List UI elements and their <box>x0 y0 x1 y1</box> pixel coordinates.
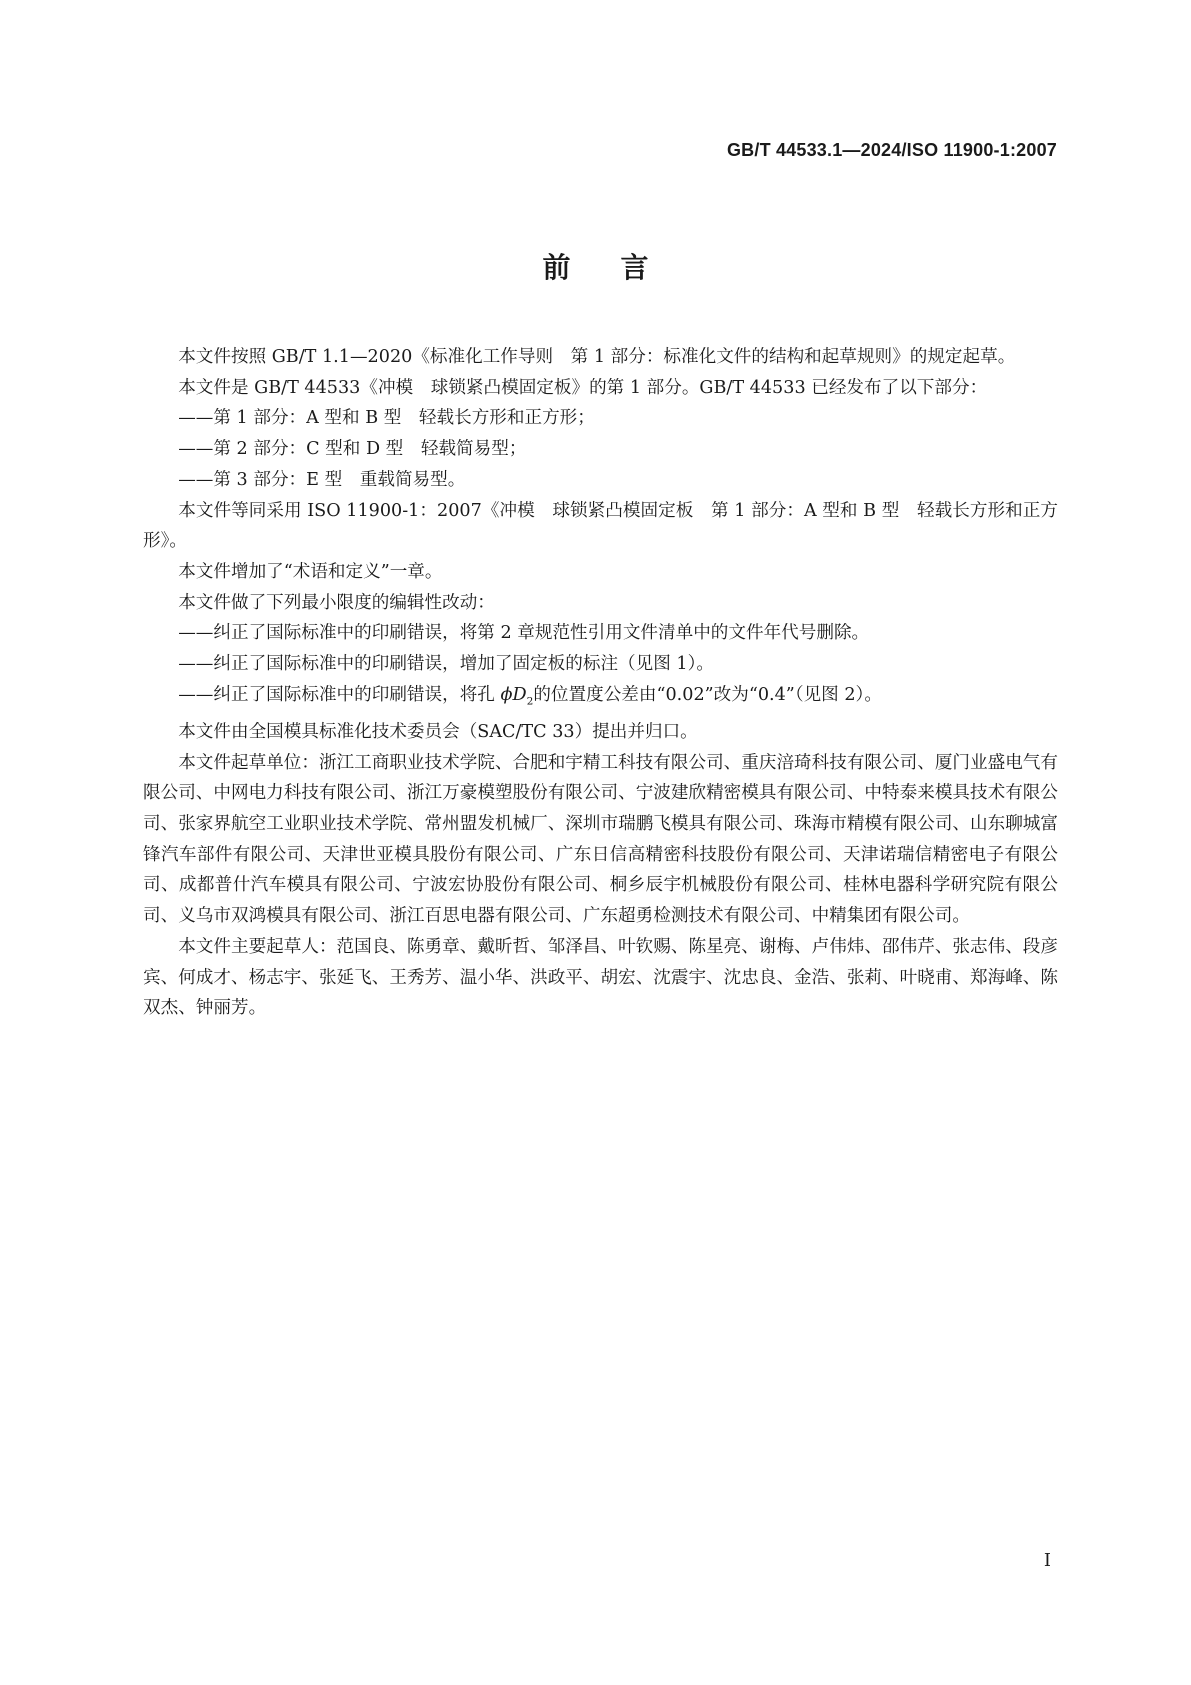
list-item-part-1: ——第 1 部分：A 型和 B 型 轻载长方形和正方形； <box>178 408 595 429</box>
list-item-change-3 <box>143 680 1058 717</box>
change-3-after: 的位置度公差由“0.02”改为“0.4”（见图 2）。 <box>533 684 882 705</box>
paragraph-drafting-basis: 本文件按照 GB/T 1.1—2020《标准化工作导则 第 1 部分：标准化文件的结构和起草规则》的规定起草。 <box>178 347 1016 367</box>
standard-code: GB/T 44533.1—2024/ISO 11900-1:2007 <box>726 140 1057 160</box>
list-item-change-1: ——纠正了国际标准中的印刷错误，将第 2 章规范性引用文件清单中的文件年代号删除。 <box>178 623 870 644</box>
page-title: 前言 <box>542 251 699 284</box>
list-item-part-2: ——第 2 部分：C 型和 D 型 轻载简易型； <box>178 439 527 460</box>
page-number: I <box>1043 1550 1051 1571</box>
paragraph-identical-adoption: 本文件等同采用 ISO 11900-1：2007《冲模 球锁紧凸模固定板 第 1 部分：A 型和 B 型 轻载长方形和正方形》。 <box>143 500 1058 552</box>
paragraph-proposed-by: 本文件由全国模具标准化技术委员会（SAC/TC 33）提出并归口。 <box>178 721 698 742</box>
phi-d-symbol: ϕD <box>500 684 527 705</box>
paragraph-drafting-units: 本文件起草单位：浙江工商职业技术学院、合肥和宇精工科技有限公司、重庆涪琦科技有限公司、厦门业盛电气有限公司、中网电力科技有限公司、浙江万豪模塑股份有限公司、宁波建欣精密模具有限公司、中特泰来模具技术有限公司、张家界航空工业职业技术学院、常州盟发机械厂、深圳市瑞鹏飞模具有限公司、珠海市精模有限公司、山东聊城富锋汽车部件有限公司、天津世亚模具股份有限公司、广东日信高精密科技股份有限公司、天津诺瑞信精密电子有限公司、成都普什汽车模具有限公司、宁波宏协股份有限公司、桐乡辰宇机械股份有限公司、桂林电器科学研究院有限公司、义乌市双鸿模具有限公司、浙江百思电器有限公司、广东超勇检测技术有限公司、中精集团有限公司。 <box>143 752 1058 927</box>
list-item-part-3: ——第 3 部分：E 型 重载简易型。 <box>178 469 466 490</box>
foreword-body <box>143 342 1058 1024</box>
change-3-before: ——纠正了国际标准中的印刷错误，将孔 <box>178 684 501 705</box>
phi-d-subscript: 2 <box>526 695 534 708</box>
paragraph-added-chapter: 本文件增加了“术语和定义”一章。 <box>178 561 443 582</box>
paragraph-editorial-changes: 本文件做了下列最小限度的编辑性改动： <box>178 592 495 613</box>
list-item-change-2: ——纠正了国际标准中的印刷错误，增加了固定板的标注（见图 1）。 <box>178 654 714 675</box>
paragraph-main-drafters: 本文件主要起草人：范国良、陈勇章、戴昕哲、邹泽昌、叶钦赐、陈星亮、谢梅、卢伟炜、邵伟芹、张志伟、段彦宾、何成才、杨志宇、张延飞、王秀芳、温小华、洪政平、胡宏、沈震宇、沈忠良、金浩、张莉、叶晓甫、郑海峰、陈双杰、钟丽芳。 <box>143 936 1058 1019</box>
paragraph-part-of-series: 本文件是 GB/T 44533《冲模 球锁紧凸模固定板》的第 1 部分。GB/T 44533 已经发布了以下部分： <box>178 377 988 398</box>
